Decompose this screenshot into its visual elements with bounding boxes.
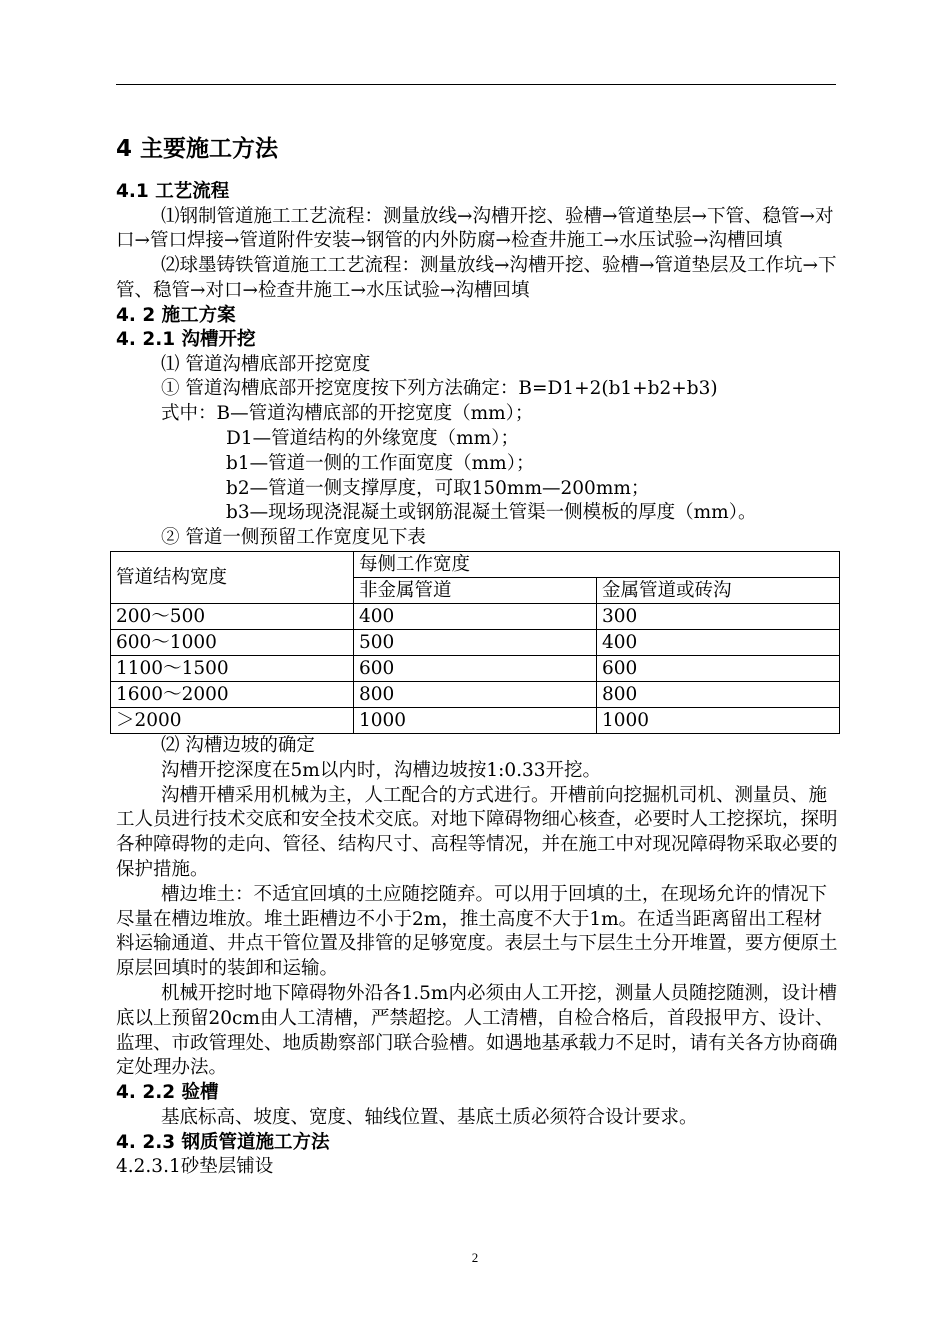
table-cell: 400	[597, 630, 840, 656]
table-row	[111, 656, 840, 682]
table-header-nonmetal: 非金属管道	[354, 578, 597, 604]
table-row	[111, 708, 840, 734]
table-cell: 1100～1500	[111, 656, 354, 682]
table-cell: 600	[597, 656, 840, 682]
subsection-title-4-2-2: 4. 2.2 验槽	[116, 1082, 219, 1104]
item-reserved-width: ② 管道一侧预留工作宽度见下表	[161, 527, 426, 549]
table-cell: 1600～2000	[111, 682, 354, 708]
table-cell: 800	[354, 682, 597, 708]
table-cell: 1000	[354, 708, 597, 734]
formula-d1: D1—管道结构的外缘宽度（mm）；	[226, 428, 519, 450]
table-cell: 600～1000	[111, 630, 354, 656]
page-number: 2	[471, 1250, 479, 1265]
item-trench-width: ⑴ 管道沟槽底部开挖宽度	[161, 353, 371, 375]
table-cell: 1000	[597, 708, 840, 734]
paragraph-soil-stockpile: 槽边堆土：不适宜回填的土应随挖随弃。可以用于回填的土，在现场允许的情况下尽量在槽边堆放。堆土距槽边不小于2m，推土高度不大于1m。在适当距离留出工程材料运输通道、井点干管位置及排管的足够宽度。表层土与下层生土分开堆置，要方便原土原层回填时的装卸和运输。	[116, 883, 838, 980]
table-header-metal: 金属管道或砖沟	[597, 578, 840, 604]
paragraph-trench-inspection: 基底标高、坡度、宽度、轴线位置、基底土质必须符合设计要求。	[161, 1106, 698, 1128]
formula-intro: 式中：B—管道沟槽底部的开挖宽度（mm）；	[161, 403, 534, 425]
table-row	[111, 682, 840, 708]
document-body	[116, 128, 840, 1180]
paragraph-steel-pipe-flow: ⑴钢制管道施工工艺流程：测量放线→沟槽开挖、验槽→管道垫层→下管、稳管→对口→管口焊接→管道附件安装→钢管的内外防腐→检查井施工→水压试验→沟槽回填	[116, 205, 834, 252]
table-cell: 800	[597, 682, 840, 708]
subsection-title-4-2-3: 4. 2.3 钢质管道施工方法	[116, 1131, 330, 1153]
item-width-formula: ① 管道沟槽底部开挖宽度按下列方法确定：B=D1+2(b1+b2+b3)	[161, 378, 718, 400]
table-row	[111, 630, 840, 656]
table-cell: 300	[597, 604, 840, 630]
header-rule	[116, 84, 836, 85]
subsection-title-4-2-1: 4. 2.1 沟槽开挖	[116, 329, 256, 351]
paragraph-ductile-iron-flow: ⑵球墨铸铁管道施工工艺流程：测量放线→沟槽开挖、验槽→管道垫层及工作坑→下管、稳管→对口→检查井施工→水压试验→沟槽回填	[116, 255, 837, 301]
table-row	[111, 604, 840, 630]
formula-b3: b3—现场现浇混凝土或钢筋混凝土管渠一侧模板的厚度（mm）。	[226, 502, 757, 524]
table-cell: 600	[354, 656, 597, 682]
formula-b1: b1—管道一侧的工作面宽度（mm）；	[226, 452, 535, 474]
item-trench-slope: ⑵ 沟槽边坡的确定	[161, 735, 315, 757]
formula-b2: b2—管道一侧支撑厚度，可取150mm—200mm；	[226, 477, 650, 499]
table-cell: 400	[354, 604, 597, 630]
table-cell: 200～500	[111, 604, 354, 630]
subsection-title-4-1: 4.1 工艺流程	[116, 181, 230, 202]
paragraph-sand-cushion: 4.2.3.1砂垫层铺设	[116, 1156, 274, 1178]
table-cell: ＞2000	[111, 708, 354, 734]
work-width-table	[110, 551, 840, 734]
table-header-structure-width: 管道结构宽度	[111, 552, 354, 604]
paragraph-excavation-method: 沟槽开槽采用机械为主，人工配合的方式进行。开槽前向挖掘机司机、测量员、施工人员进行技术交底和安全技术交底。对地下障碍物细心核查，必要时人工挖探坑，探明各种障碍物的走向、管径、结构尺寸、高程等情况，并在施工中对现况障碍物采取必要的保护措施。	[116, 784, 838, 881]
table-cell: 500	[354, 630, 597, 656]
section-heading: 4 主要施工方法	[116, 136, 279, 162]
paragraph-mechanical-excavation: 机械开挖时地下障碍物外沿各1.5m内必须由人工开挖，测量人员随挖随测，设计槽底以上预留20cm由人工清槽，严禁超挖。人工清槽，自检合格后，首段报甲方、设计、监理、市政管理处、地质勘察部门联合验槽。如遇地基承载力不足时，请有关各方协商确定处理办法。	[116, 983, 838, 1079]
subsection-title-4-2: 4. 2 施工方案	[116, 304, 236, 326]
table-header-work-width: 每侧工作宽度	[354, 552, 840, 578]
paragraph-slope-ratio: 沟槽开挖深度在5m以内时，沟槽边坡按1:0.33开挖。	[161, 759, 602, 781]
